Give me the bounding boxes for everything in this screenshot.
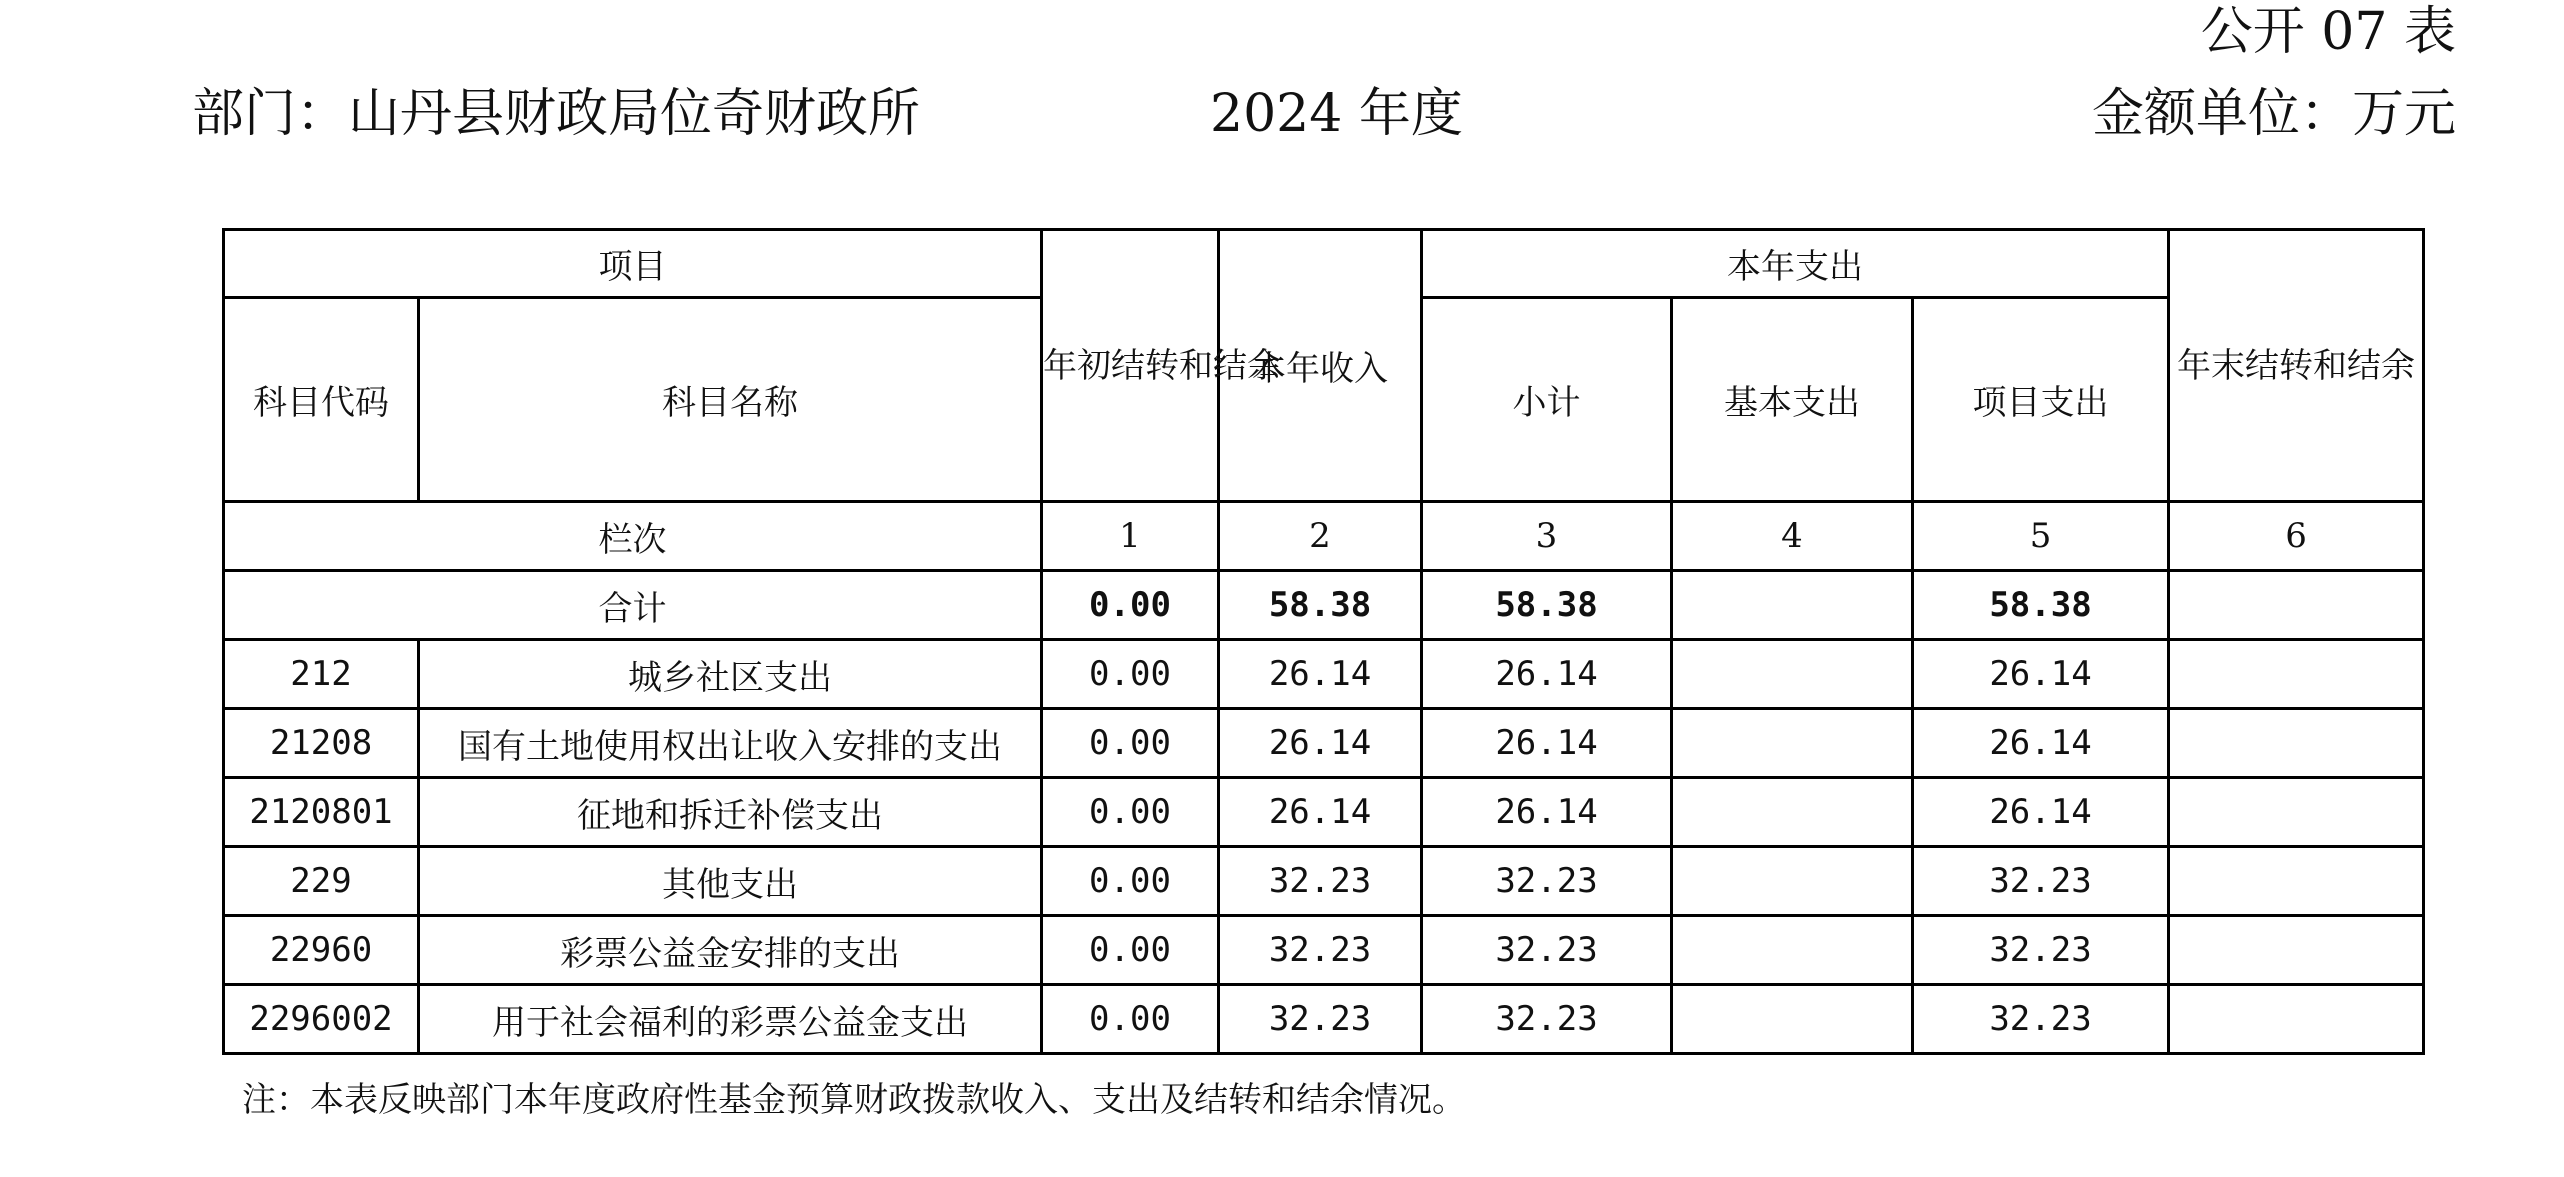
total-subtotal: 58.38	[1422, 571, 1672, 640]
total-row	[224, 571, 2424, 640]
basic-cell	[1672, 709, 1913, 778]
header-current-income: 本年收入	[1219, 230, 1422, 502]
subtotal-cell: 32.23	[1422, 916, 1672, 985]
income-cell: 26.14	[1219, 640, 1422, 709]
project-cell: 32.23	[1913, 847, 2169, 916]
income-cell: 32.23	[1219, 916, 1422, 985]
subject-code-cell: 2120801	[224, 778, 419, 847]
index-col: 2	[1219, 502, 1422, 571]
income-cell: 32.23	[1219, 985, 1422, 1054]
total-opening: 0.00	[1042, 571, 1219, 640]
project-cell: 32.23	[1913, 916, 2169, 985]
amount-unit: 金额单位：万元	[2091, 84, 2456, 144]
fund-budget-table	[222, 228, 2425, 1055]
header-closing-balance: 年末结转和结余	[2169, 230, 2424, 502]
table-row	[224, 709, 2424, 778]
closing-cell	[2169, 640, 2424, 709]
form-number: 公开 07 表	[2200, 2, 2456, 62]
basic-cell	[1672, 640, 1913, 709]
opening-cell: 0.00	[1042, 985, 1219, 1054]
total-closing	[2169, 571, 2424, 640]
income-cell: 32.23	[1219, 847, 1422, 916]
table-row	[224, 916, 2424, 985]
subtotal-cell: 26.14	[1422, 640, 1672, 709]
subject-code-cell: 21208	[224, 709, 419, 778]
header-project: 项目	[224, 230, 1042, 298]
opening-cell: 0.00	[1042, 778, 1219, 847]
table-row	[224, 985, 2424, 1054]
subject-name-cell: 国有土地使用权出让收入安排的支出	[419, 709, 1042, 778]
basic-cell	[1672, 985, 1913, 1054]
index-col: 6	[2169, 502, 2424, 571]
total-project: 58.38	[1913, 571, 2169, 640]
closing-cell	[2169, 778, 2424, 847]
basic-cell	[1672, 847, 1913, 916]
header-row-top	[224, 230, 2424, 298]
table-note: 注：本表反映部门本年度政府性基金预算财政拨款收入、支出及结转和结余情况。	[242, 1080, 1466, 1120]
closing-cell	[2169, 916, 2424, 985]
opening-cell: 0.00	[1042, 847, 1219, 916]
subtotal-cell: 32.23	[1422, 847, 1672, 916]
header-subtotal: 小计	[1422, 298, 1672, 502]
header-current-expenditure: 本年支出	[1422, 230, 2169, 298]
project-cell: 32.23	[1913, 985, 2169, 1054]
subject-name-cell: 用于社会福利的彩票公益金支出	[419, 985, 1042, 1054]
closing-cell	[2169, 709, 2424, 778]
project-cell: 26.14	[1913, 709, 2169, 778]
subtotal-cell: 26.14	[1422, 709, 1672, 778]
closing-cell	[2169, 847, 2424, 916]
income-cell: 26.14	[1219, 778, 1422, 847]
project-cell: 26.14	[1913, 640, 2169, 709]
table-row	[224, 778, 2424, 847]
index-col: 4	[1672, 502, 1913, 571]
index-col: 1	[1042, 502, 1219, 571]
opening-cell: 0.00	[1042, 709, 1219, 778]
subject-name-cell: 城乡社区支出	[419, 640, 1042, 709]
subject-code-cell: 229	[224, 847, 419, 916]
basic-cell	[1672, 916, 1913, 985]
basic-cell	[1672, 778, 1913, 847]
fiscal-year: 2024 年度	[1210, 84, 1463, 144]
index-label: 栏次	[224, 502, 1042, 571]
table-row	[224, 847, 2424, 916]
index-row	[224, 502, 2424, 571]
subject-name-cell: 彩票公益金安排的支出	[419, 916, 1042, 985]
subject-code-cell: 2296002	[224, 985, 419, 1054]
project-cell: 26.14	[1913, 778, 2169, 847]
index-col: 5	[1913, 502, 2169, 571]
closing-cell	[2169, 985, 2424, 1054]
subject-name-cell: 其他支出	[419, 847, 1042, 916]
index-col: 3	[1422, 502, 1672, 571]
subject-code-cell: 22960	[224, 916, 419, 985]
subtotal-cell: 32.23	[1422, 985, 1672, 1054]
header-opening-balance: 年初结转和结余	[1042, 230, 1219, 502]
total-income: 58.38	[1219, 571, 1422, 640]
header-basic-expenditure: 基本支出	[1672, 298, 1913, 502]
header-project-expenditure: 项目支出	[1913, 298, 2169, 502]
subject-code-cell: 212	[224, 640, 419, 709]
total-label: 合计	[224, 571, 1042, 640]
header-subject-name: 科目名称	[419, 298, 1042, 502]
table-row	[224, 640, 2424, 709]
opening-cell: 0.00	[1042, 916, 1219, 985]
subject-name-cell: 征地和拆迁补偿支出	[419, 778, 1042, 847]
income-cell: 26.14	[1219, 709, 1422, 778]
subtotal-cell: 26.14	[1422, 778, 1672, 847]
header-subject-code: 科目代码	[224, 298, 419, 502]
total-basic	[1672, 571, 1913, 640]
opening-cell: 0.00	[1042, 640, 1219, 709]
department-label: 部门：山丹县财政局位奇财政所	[192, 84, 921, 144]
